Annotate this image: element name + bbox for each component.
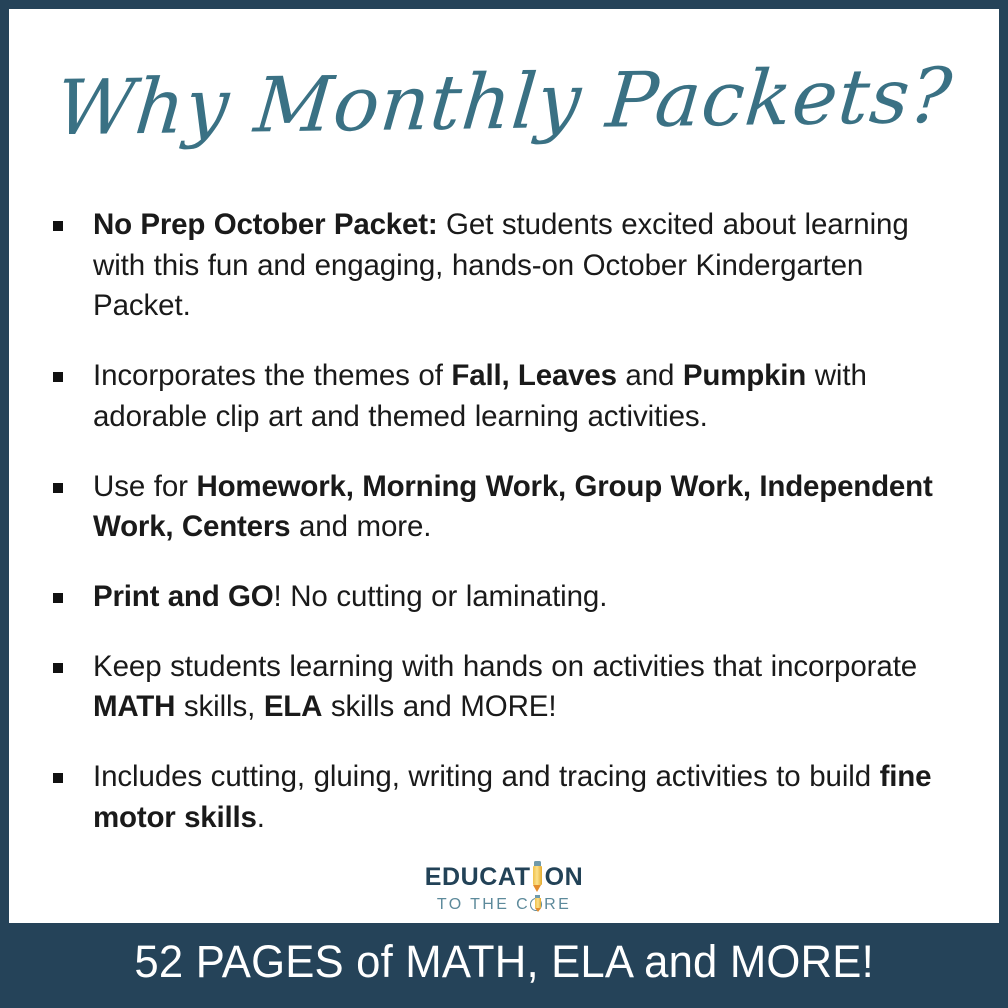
list-item [47, 205, 963, 327]
square-bullet-icon [47, 647, 93, 673]
page-title: Why Monthly Packets? [52, 50, 956, 153]
body-text: ! No cutting or laminating. [273, 579, 608, 613]
square-bullet-icon [47, 757, 93, 783]
logo-tagline-part1: TO THE C [436, 896, 531, 913]
list-item [47, 647, 963, 728]
list-item [47, 356, 963, 437]
headline-container [9, 27, 999, 177]
list-item-text [93, 205, 963, 327]
logo-tagline [437, 897, 571, 913]
body-text: . [256, 800, 265, 834]
body-text: Get students excited about learning with this fun and engaging, hands-on October Kindergarten Packet. [93, 208, 909, 323]
emphasis-text: No Prep October Packet: [93, 208, 438, 241]
emphasis-text: Fall, Leaves [451, 359, 617, 393]
banner-headline: 52 PAGES of MATH, ELA and MORE! [134, 935, 874, 987]
list-item-text [93, 356, 963, 437]
emphasis-text: Pumpkin [682, 359, 807, 393]
emphasis-text: fine motor skills [93, 760, 932, 834]
square-bullet-icon [47, 356, 93, 382]
body-text: Includes cutting, gluing, writing and tracing activities to build [93, 760, 880, 794]
body-text: and more. [290, 510, 432, 544]
logo-wordmark [425, 862, 584, 892]
emphasis-text: Print and GO [93, 579, 274, 613]
emphasis-text: MATH [93, 690, 176, 724]
list-item-text [93, 467, 963, 548]
body-text: skills, [175, 690, 264, 724]
pencil-in-o-icon [530, 897, 544, 913]
brand-logo [9, 862, 999, 913]
body-text: Keep students learning with hands on activities that incorporate [93, 649, 918, 683]
square-bullet-icon [47, 577, 93, 603]
body-text: and [616, 359, 683, 393]
list-item [47, 577, 963, 618]
square-bullet-icon [47, 467, 93, 493]
body-text: with adorable clip art and themed learning activities. [93, 359, 867, 433]
bottom-banner [9, 923, 999, 999]
square-bullet-icon [47, 205, 93, 231]
emphasis-text: Homework, Morning Work, Group Work, Independent Work, Centers [93, 469, 933, 544]
feature-bullet-list [47, 205, 963, 923]
list-item [47, 757, 963, 838]
logo-wordmark-part1: EDUCAT [424, 862, 531, 891]
pencil-icon [533, 861, 542, 891]
list-item-text [93, 647, 963, 728]
body-text: skills and MORE! [322, 690, 557, 724]
body-text: Use for [93, 469, 197, 503]
logo-wordmark-part2: ON [544, 862, 584, 891]
list-item-text [93, 577, 963, 618]
logo-tagline-part2: RE [544, 896, 572, 913]
list-item [47, 467, 963, 548]
emphasis-text: ELA [263, 690, 323, 724]
body-text: Incorporates the themes of [93, 359, 452, 393]
poster-body [9, 9, 999, 923]
list-item-text [93, 757, 963, 838]
